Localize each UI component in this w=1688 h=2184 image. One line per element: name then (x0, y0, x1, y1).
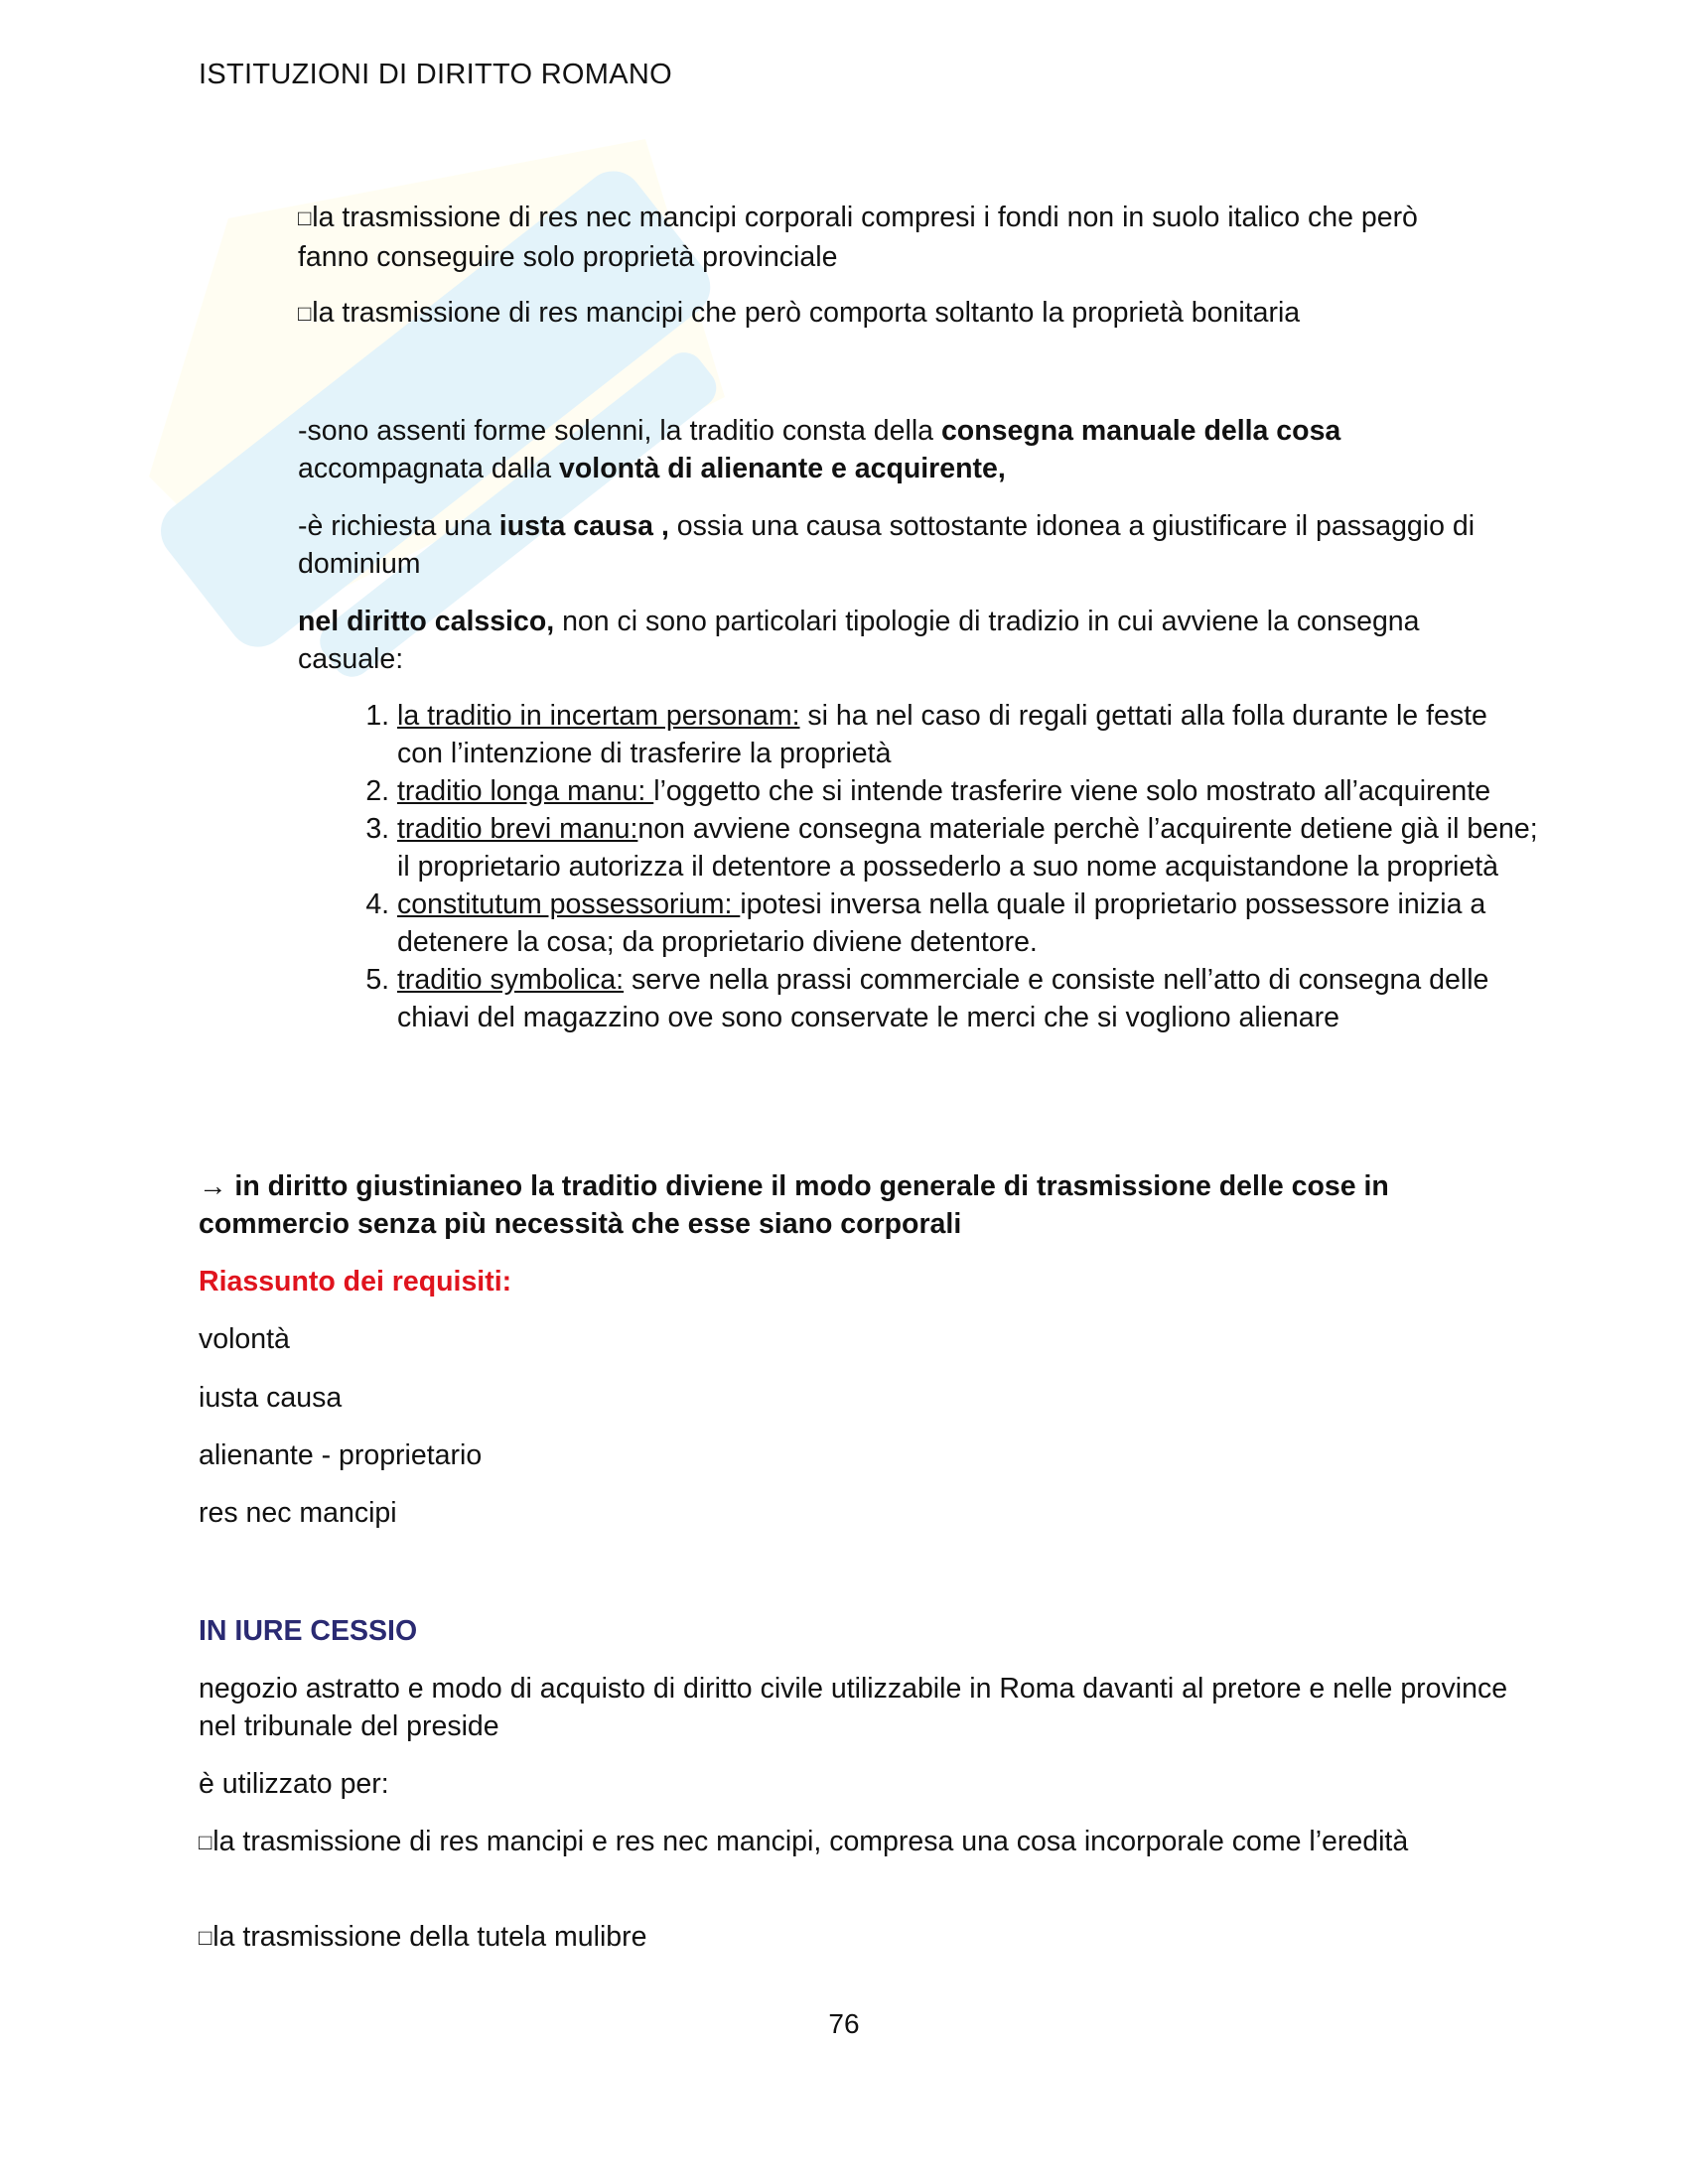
summary-item: iusta causa (199, 1382, 343, 1414)
list-item: 2. traditio longa manu: l’oggetto che si intende trasferire viene solo mostrato all’acquirente (397, 772, 1539, 810)
bullet-box-icon: □ (199, 1830, 212, 1854)
summary-title: Riassunto dei requisiti: (199, 1266, 512, 1297)
list-item: 4. constitutum possessorium: ipotesi inversa nella quale il proprietario possessore inizia a detenere la cosa; da proprietario diviene detentore. (397, 886, 1539, 961)
bullet-box-icon: □ (298, 205, 312, 230)
section-bullet-1: □la trasmissione di res mancipi e res nec mancipi, compresa una cosa incorporale come l’eredità (199, 1826, 1409, 1857)
page-header: ISTITUZIONI DI DIRITTO ROMANO (199, 59, 672, 90)
page-number: 76 (828, 2008, 860, 2039)
list-item: 5. traditio symbolica: serve nella prassi commerciale e consiste nell’atto di consegna delle chiavi del magazzino ove sono conservate le merci che si vogliono alienare (397, 961, 1539, 1036)
section-description: negozio astratto e modo di acquisto di diritto civile utilizzabile in Roma davanti al pretore e nelle province nel tribunale del preside (199, 1673, 1508, 1742)
intro-bullet-1: □la trasmissione di res nec mancipi corporali compresi i fondi non in suolo italico che però fanno conseguire solo proprietà provinciale (298, 202, 1418, 273)
section-bullet-2: □la trasmissione della tutela mulibre (199, 1921, 647, 1953)
section-used-for: è utilizzato per: (199, 1768, 389, 1800)
bullet-box-icon: □ (298, 301, 312, 326)
traditio-types-list (348, 697, 1539, 1036)
list-item: 1. la traditio in incertam personam: si ha nel caso di regali gettati alla folla durante le feste con l’intenzione di trasferire la proprietà (397, 697, 1539, 772)
bullet-box-icon: □ (199, 1925, 212, 1950)
summary-item: alienante - proprietario (199, 1439, 483, 1471)
section-title-in-iure-cessio: IN IURE CESSIO (199, 1615, 418, 1647)
paragraph-forms: -sono assenti forme solenni, la traditio consta della consegna manuale della cosa accompagnata dalla volontà di alienante e acquirente, (298, 415, 1341, 484)
summary-item: res nec mancipi (199, 1497, 397, 1529)
arrow-paragraph: → in diritto giustinianeo la traditio diviene il modo generale di trasmissione delle cose in commercio senza più necessità che esse siano corporali (199, 1170, 1389, 1240)
list-item: 3. traditio brevi manu:non avviene consegna materiale perchè l’acquirente detiene già il bene; il proprietario autorizza il detentore a possederlo a suo nome acquistandone la proprietà (397, 810, 1539, 886)
paragraph-diritto-classico: nel diritto calssico, non ci sono particolari tipologie di tradizio in cui avviene la consegna casuale: (298, 606, 1420, 675)
summary-item: volontà (199, 1323, 290, 1355)
paragraph-iusta-causa: -è richiesta una iusta causa , ossia una causa sottostante idonea a giustificare il passaggio di dominium (298, 510, 1476, 580)
intro-bullet-2: □la trasmissione di res mancipi che però comporta soltanto la proprietà bonitaria (298, 297, 1301, 329)
